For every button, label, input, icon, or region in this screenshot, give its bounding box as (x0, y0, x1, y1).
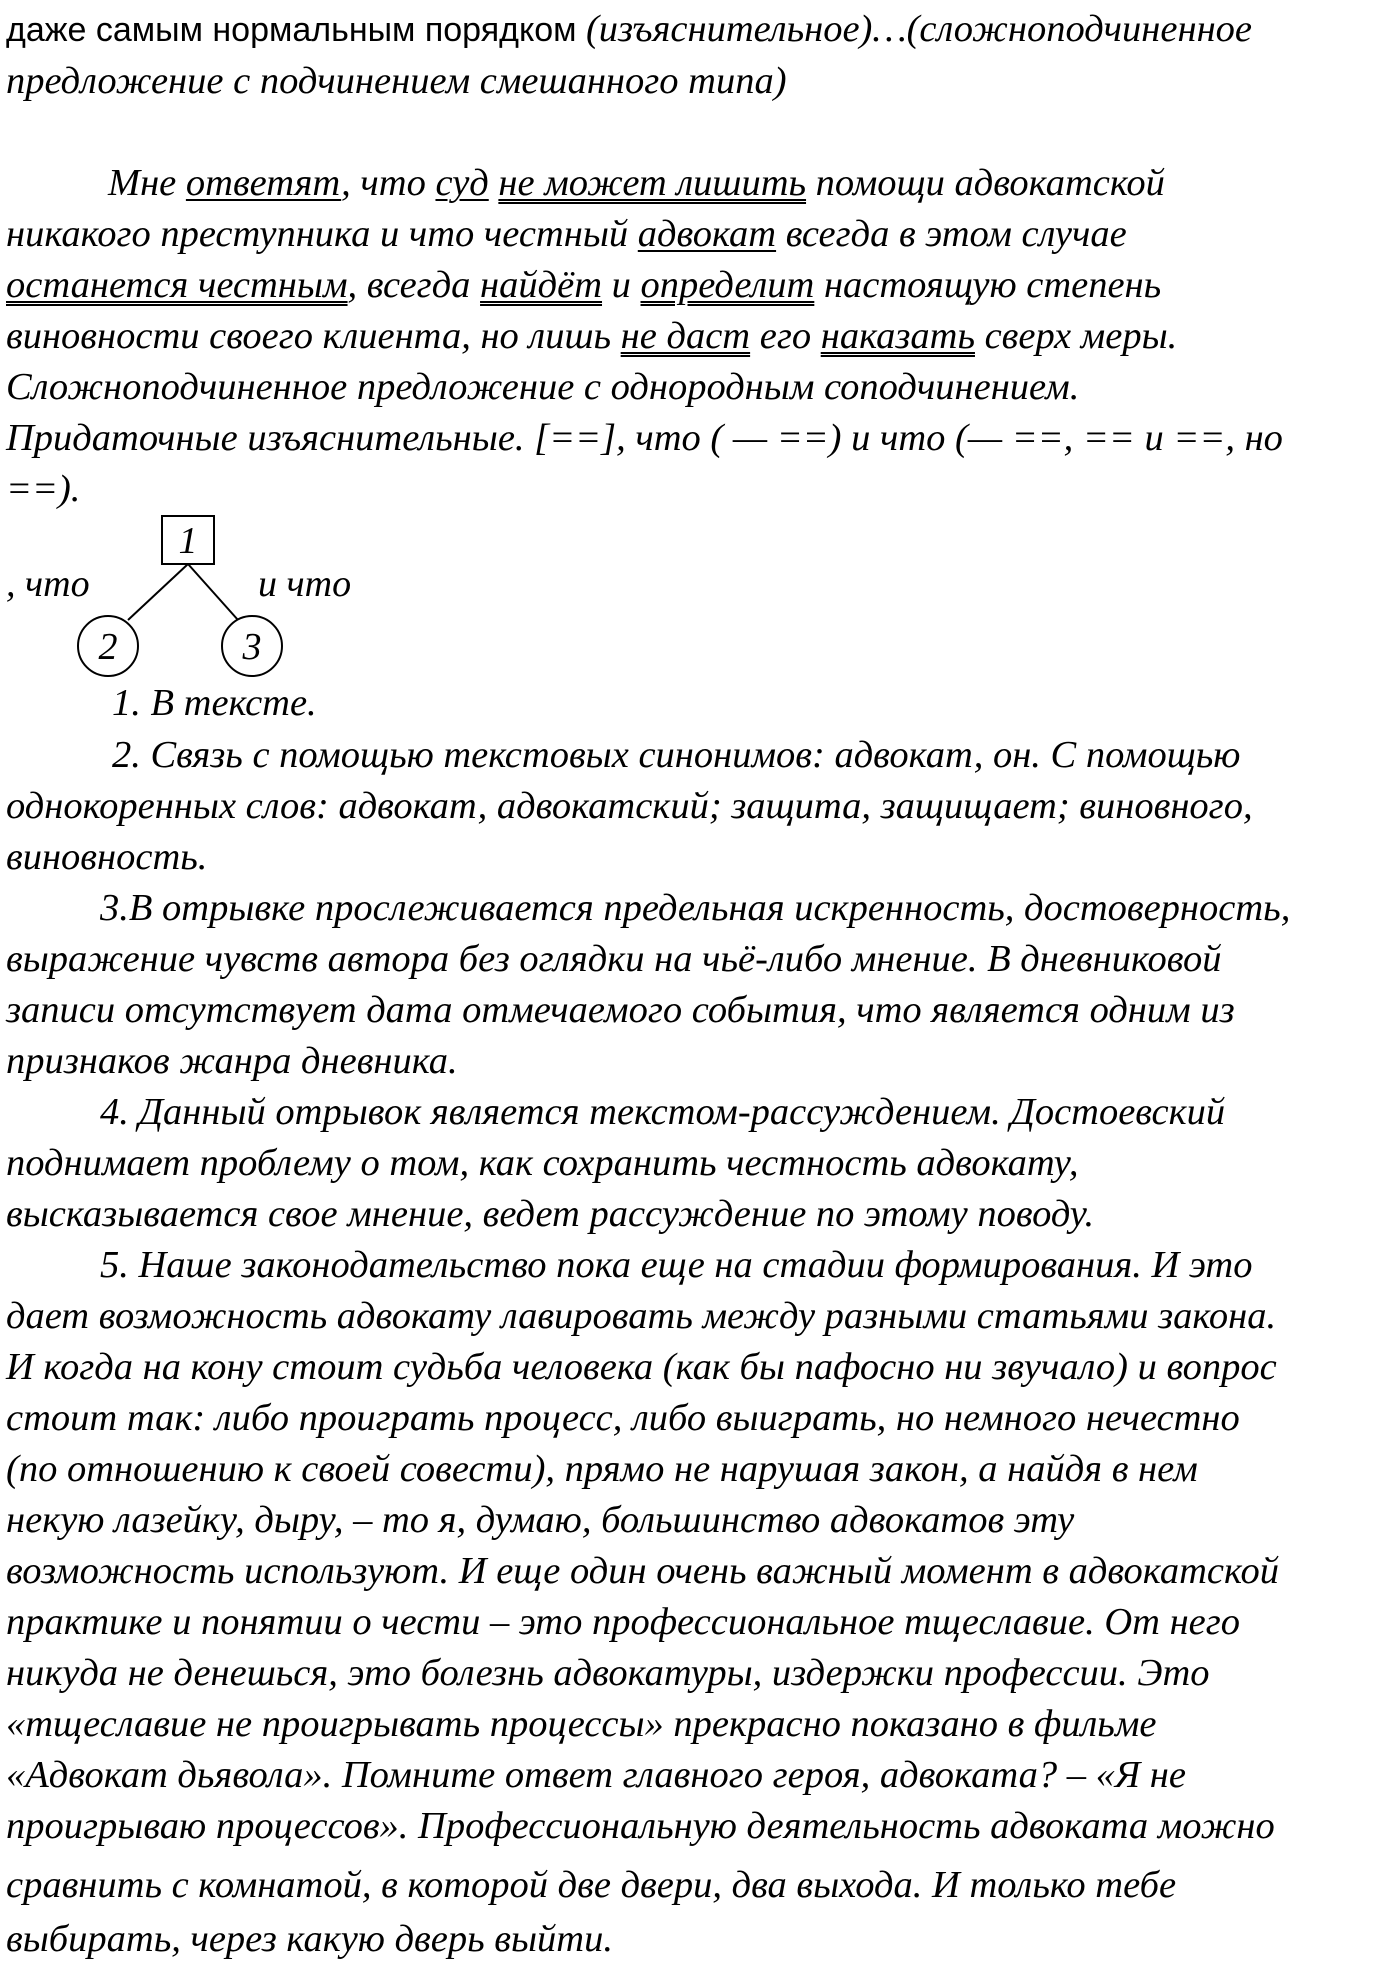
sentence-line-5: Сложноподчиненное предложение с однородным соподчинением. (6, 366, 1080, 408)
answer-line: 5. Наше законодательство пока еще на стадии формирования. И это (100, 1244, 1253, 1286)
answer-line: стоит так: либо проиграть процесс, либо выиграть, но немного нечестно (6, 1397, 1240, 1439)
answer-line: виновность. (6, 836, 208, 878)
predicate-fragment: найдёт (480, 264, 603, 306)
scheme-left-link (128, 564, 188, 620)
text-fragment: , всегда (347, 264, 481, 306)
sentence-line-2 (6, 215, 1127, 254)
answer-line: сравнить с комнатой, в которой две двери, два выхода. И только тебе (6, 1864, 1177, 1906)
text-fragment: и (602, 264, 641, 306)
sentence-line-6: Придаточные изъяснительные. [==], что ( — ==) и что (— ==, == и ==, но (6, 417, 1283, 459)
answer-line: (по отношению к своей совести), прямо не нарушая закон, а найдя в нем (6, 1448, 1198, 1490)
answer-line: дает возможность адвокату лавировать между разными статьями закона. (6, 1295, 1277, 1337)
answer-line: записи отсутствует дата отмечаемого события, что является одним из (6, 989, 1235, 1031)
intro-normal-text: даже самым нормальным порядком (6, 11, 586, 49)
main-clause-number: 1 (178, 520, 198, 562)
answer-line: выбирать, через какую дверь выйти. (6, 1918, 613, 1960)
subject-fragment: адвокат (637, 213, 777, 255)
intro-line-2: предложение с подчинением смешанного типа) (6, 60, 787, 102)
answer-line: высказывается свое мнение, ведет рассуждение по этому поводу. (6, 1193, 1095, 1235)
answer-line: 1. В тексте. (112, 682, 317, 724)
sentence-line-1 (108, 164, 1165, 203)
text-fragment: никакого преступника и что честный (6, 213, 638, 255)
answer-line: признаков жанра дневника. (6, 1040, 458, 1082)
text-fragment: настоящую степень (814, 264, 1162, 306)
text-fragment: виновности своего клиента, но лишь (6, 315, 621, 357)
text-fragment: Мне (108, 162, 186, 204)
answer-line: проигрываю процессов». Профессиональную деятельность адвоката можно (6, 1805, 1275, 1847)
answer-line: 2. Связь с помощью текстовых синонимов: адвокат, он. С помощью (112, 734, 1241, 776)
subordinate-clause-number-3: 3 (242, 626, 262, 668)
answer-line: «тщеславие не проигрывать процессы» прекрасно показано в фильме (6, 1703, 1157, 1745)
sentence-line-3 (6, 266, 1161, 305)
answer-line: практике и понятии о чести – это профессиональное тщеславие. От него (6, 1601, 1241, 1643)
predicate-fragment: останется честным (6, 264, 348, 306)
predicate-fragment: не даст (620, 315, 751, 357)
subject-fragment: суд (435, 162, 489, 204)
sentence-scheme-diagram (0, 510, 420, 685)
scheme-right-conjunction: и что (258, 563, 352, 605)
answer-line: «Адвокат дьявола». Помните ответ главного героя, адвоката? – «Я не (6, 1754, 1186, 1796)
predicate-fragment: наказать (820, 315, 975, 357)
scheme-left-conjunction: , что (6, 563, 90, 605)
text-fragment: всегда в этом случае (776, 213, 1127, 255)
answer-line: никуда не денешься, это болезнь адвокатуры, издержки профессии. Это (6, 1652, 1210, 1694)
text-fragment (489, 162, 499, 204)
text-fragment: , что (341, 162, 436, 204)
intro-italic-text: (изъяснительное)…(сложноподчиненное (585, 8, 1253, 50)
subordinate-clause-number-2: 2 (98, 626, 118, 668)
answer-line: 4. Данный отрывок является текстом-рассуждением. Достоевский (100, 1091, 1226, 1133)
answer-line: И когда на кону стоит судьба человека (как бы пафосно ни звучало) и вопрос (6, 1346, 1277, 1388)
scheme-right-link (188, 564, 238, 620)
text-fragment: его (750, 315, 821, 357)
intro-line-1 (6, 10, 1252, 49)
answer-line: возможность используют. И еще один очень важный момент в адвокатской (6, 1550, 1280, 1592)
subject-predicate-fragment: ответят (185, 162, 342, 204)
sentence-line-4 (6, 317, 1177, 356)
answer-line: однокоренных слов: адвокат, адвокатский; защита, защищает; виновного, (6, 785, 1253, 827)
answer-line: некую лазейку, дыру, – то я, думаю, большинство адвокатов эту (6, 1499, 1075, 1541)
text-fragment: помощи адвокатской (806, 162, 1165, 204)
answer-line: 3.В отрывке прослеживается предельная искренность, достоверность, (100, 887, 1291, 929)
predicate-fragment: определит (640, 264, 815, 306)
predicate-fragment: не может лишить (498, 162, 807, 204)
answer-line: выражение чувств автора без оглядки на чьё-либо мнение. В дневниковой (6, 938, 1222, 980)
sentence-line-7: ==). (6, 468, 81, 510)
text-fragment: сверх меры. (974, 315, 1178, 357)
answer-line: поднимает проблему о том, как сохранить честность адвокату, (6, 1142, 1079, 1184)
